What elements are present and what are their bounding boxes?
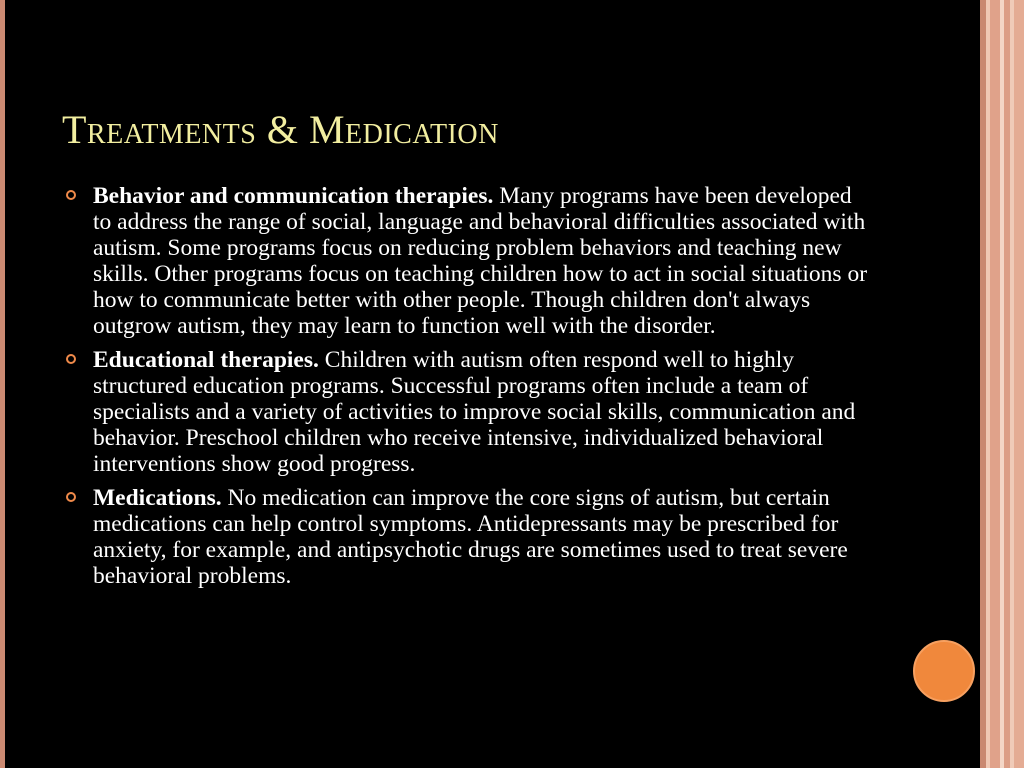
right-border-stripe	[1014, 0, 1024, 768]
bullet-item-medications	[66, 485, 874, 589]
bullet-heading: Medications.	[93, 485, 222, 511]
bullet-item-behavior-therapies	[66, 183, 874, 339]
left-accent-stripe	[0, 0, 5, 768]
bullet-circle-icon	[66, 190, 76, 200]
bullet-heading: Behavior and communication therapies.	[93, 183, 494, 209]
bullet-item-educational-therapies	[66, 347, 874, 477]
right-border-stripe	[990, 0, 1000, 768]
bullet-circle-icon	[66, 492, 76, 502]
slide-title: Treatments & Medication	[62, 107, 499, 152]
bullet-text: Many programs have been developed to address the range of social, language and behavioral difficulties associated with autism. Some programs focus on reducing problem behaviors and teaching new skills. Other programs focus on teaching children how to act in social situations or how to communicate better with other people. Though children don't always outgrow autism, they may learn to function well with the disorder.	[93, 183, 868, 339]
bullet-circle-icon	[66, 354, 76, 364]
bullet-list	[66, 183, 874, 597]
bullet-text: No medication can improve the core signs of autism, but certain medications can help control symptoms. Antidepressants may be prescribed for anxiety, for example, and antipsychotic drugs are sometimes used to treat severe behavioral problems.	[93, 485, 848, 589]
decorative-orange-circle	[913, 640, 975, 702]
bullet-text: Children with autism often respond well to highly structured education programs. Successful programs often include a team of specialists and a variety of activities to improve social skills, communication and behavior. Preschool children who receive intensive, individualized behavioral interventions show good progress.	[93, 347, 856, 477]
bullet-heading: Educational therapies.	[93, 347, 319, 373]
